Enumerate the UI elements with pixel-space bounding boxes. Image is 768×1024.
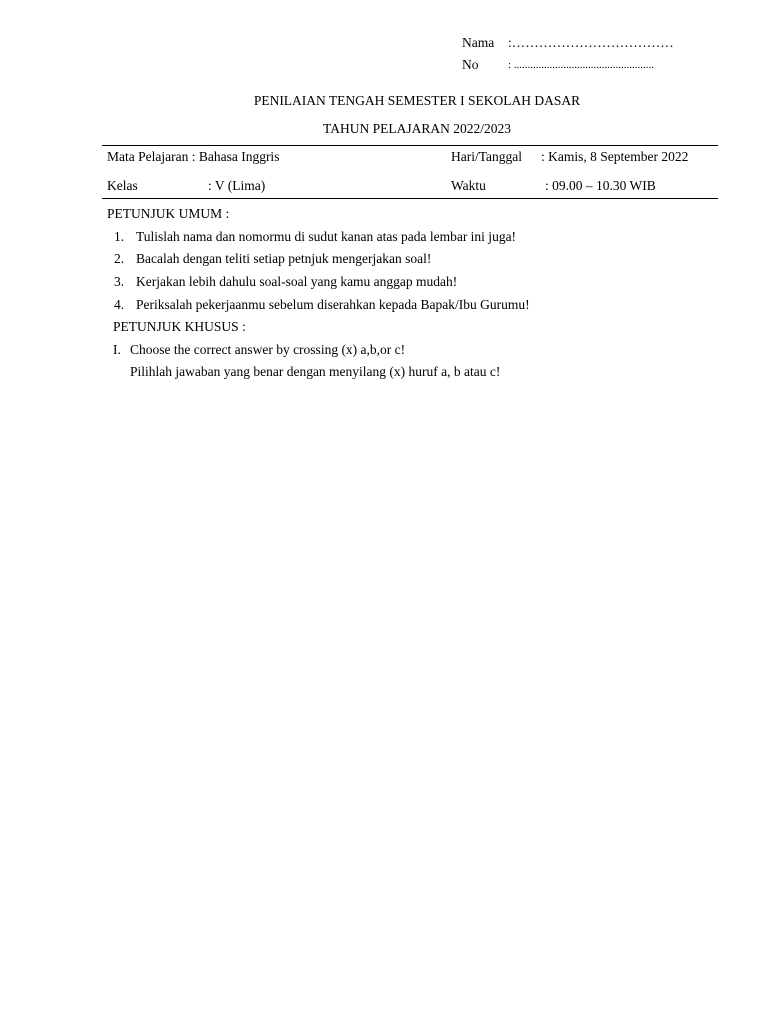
class-label: Kelas [107, 178, 138, 193]
section-instruction-indonesian: Pilihlah jawaban yang benar dengan menyilang (x) huruf a, b atau c! [130, 364, 501, 379]
instruction-text: Periksalah pekerjaanmu sebelum diserahkan kepada Bapak/Ibu Gurumu! [136, 297, 530, 312]
subject-info: Mata Pelajaran : Bahasa Inggris [107, 149, 280, 164]
section-number: I. [113, 342, 121, 357]
info-bottom-rule [102, 198, 718, 199]
general-instructions-heading: PETUNJUK UMUM : [107, 206, 230, 221]
class-value: : V (Lima) [208, 178, 266, 193]
section-instruction-english: Choose the correct answer by crossing (x) a,b,or c! [130, 342, 406, 357]
instruction-number: 3. [114, 274, 125, 289]
instruction-number: 1. [114, 229, 125, 244]
number-label: No [462, 57, 479, 72]
day-label: Hari/Tanggal [451, 149, 523, 164]
name-label: Nama [462, 35, 495, 50]
info-top-rule [102, 145, 718, 146]
academic-year: TAHUN PELAJARAN 2022/2023 [323, 121, 511, 136]
time-label: Waktu [451, 178, 486, 193]
instruction-number: 2. [114, 251, 125, 266]
instruction-text: Bacalah dengan teliti setiap petnjuk mengerjakan soal! [136, 251, 432, 266]
day-value: : Kamis, 8 September 2022 [541, 149, 689, 164]
instruction-text: Kerjakan lebih dahulu soal-soal yang kamu anggap mudah! [136, 274, 458, 289]
number-field[interactable]: : ................................................... [508, 59, 655, 71]
name-field[interactable]: :……………………………… [508, 35, 674, 50]
instruction-number: 4. [114, 297, 125, 312]
special-instructions-heading: PETUNJUK KHUSUS : [113, 319, 246, 334]
time-value: : 09.00 – 10.30 WIB [545, 178, 656, 193]
instruction-text: Tulislah nama dan nomormu di sudut kanan atas pada lembar ini juga! [136, 229, 517, 244]
exam-title: PENILAIAN TENGAH SEMESTER I SEKOLAH DASAR [253, 93, 581, 108]
